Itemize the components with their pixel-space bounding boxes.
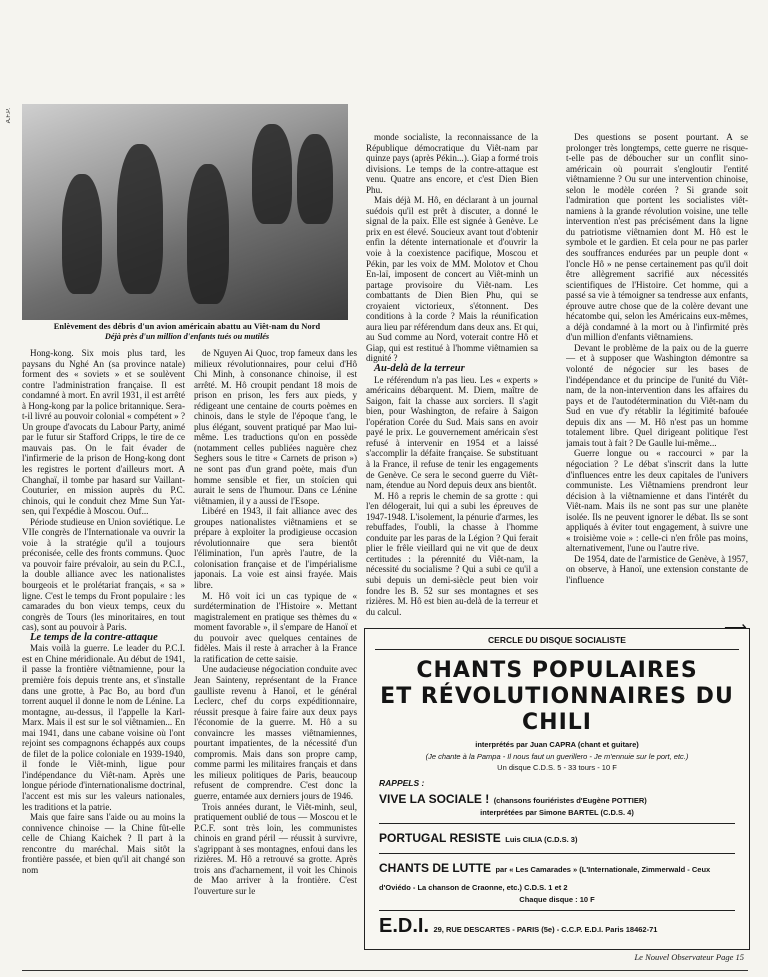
ad-lutte-note: par « Les Camarades » (L'Internationale, Zimmerwald - Ceux d'Oviédo - La chanson de Craonne, etc.) C.D.S. 1 et 2 xyxy=(379,865,711,892)
paragraph: Guerre longue ou « raccourci » par la négociation ? Le débat s'inscrit dans la lutte d'influences entre les deux capitales de l'univers communiste. Les Viêtnamiens prendront leur décision à la viêtnamienne et dans l'intérêt du Viêt-nam. Mais ils ne sont pas sur une planète isolée. Ils ne peuvent ignorer le débat. Ils se sont appliqués à éviter tout engagement, à suivre une « troisième voie » : celle-ci n'en frôle pas moins, alternativement, l'une ou l'autre rive. xyxy=(566,448,748,554)
column-1 xyxy=(22,348,185,948)
page-footer: Le Nouvel Observateur Page 15 xyxy=(634,952,744,962)
ad-vive-interp: interprétées par Simone BARTEL (C.D.S. 4) xyxy=(480,808,634,817)
photo-figure xyxy=(62,174,102,294)
ad-interpreter: interprétés par Juan CAPRA (chant et guitare) xyxy=(475,740,639,749)
ad-rappels: RAPPELS : xyxy=(379,778,425,788)
subheading: Le temps de la contre-attaque xyxy=(30,631,158,643)
ad-portugal-title: PORTUGAL RESISTE xyxy=(379,831,501,845)
ad-songs: (Je chante à la Pampa - Il nous faut un guerillero - Je m'ennuie sur le port, etc.) xyxy=(425,752,689,761)
paragraph: monde socialiste, la reconnaissance de la République démocratique du Viêt-nam par quinze pays (après Pékin...). Giap a formé trois divisions. Le temps de la contre-attaque est venu. Quatre ans encore, et c'est Dien Bien Phu. xyxy=(366,132,538,195)
column-4 xyxy=(566,132,748,616)
photo-figure xyxy=(297,134,333,224)
ad-lutte-price: Chaque disque : 10 F xyxy=(519,895,595,904)
paragraph: Trois années durant, le Viêt-minh, seul, pratiquement oublié de tous — Moscou et le P.C.F. sont très loin, les communistes chinois en grand péril — réussit à survivre, s'agrippant à ses montagnes, enfoui dans les rizières. M. Hô a retrouvé sa grotte. Après trois ans d'acharnement, il voit les Chinois de Mao arriver à la frontière. C'est l'ouverture sur le xyxy=(194,801,357,896)
paragraph: Période studieuse en Union soviétique. Le VIIe congrès de l'Internationale va ouvrir la voie à la stratégie qu'il a toujours préconisée, celle des fronts communs. Quoc va pouvoir faire prévaloir, au sein du P.C.I., la double alliance avec les nationalistes bourgeois et le prolétariat français, « sa » ligne. C'est le temps du Front populaire : les camarades du bon vieux temps, ceux du congrès de Tours (les minoritaires, en tout cas), sont au pouvoir à Paris. xyxy=(22,516,185,633)
paragraph: Libéré en 1943, il fait alliance avec des groupes nationalistes viêtnamiens et se prépare à exploiter la prodigieuse occasion révolutionnaire que sera bientôt l'élimination, l'un après l'autre, de la colonisation française et de l'impérialisme japonais. La voie est ainsi frayée. Mais libre. xyxy=(194,506,357,591)
paragraph: Mais voilà la guerre. Le leader du P.C.I. est en Chine méridionale. Au début de 1941, il passe la frontière viêtnamienne, pour la première fois depuis trente ans, et s'installe dans une grotte, à Pac Bo, au bord d'un torrent auquel il donne le nom de Lénine. La montagne, au-dessus, il l'appelle la Karl-Marx. Mais il est sur le sol viêtnamien... En mai 1941, dans une cabane voisine où l'ont rejoint ses compagnons échappés aux coups de filet de la police coloniale en 1939-1940, il fonde le Viêt-minh, ligue pour l'indépendance du Viêt-nam. Après une longue période d'internationalisme doctrinal, l'accent est mis sur les valeurs nationales, les traditions et la patrie. xyxy=(22,643,185,812)
photo xyxy=(22,104,348,320)
ad-vive-title: VIVE LA SOCIALE ! xyxy=(379,792,490,806)
ad-title-line2: ET RÉVOLUTIONNAIRES DU CHILI xyxy=(380,684,734,735)
footer-rule xyxy=(22,970,748,971)
photo-figure xyxy=(187,164,229,304)
caption-subtitle: Déjà près d'un million d'enfants tués ou mutilés xyxy=(104,332,270,341)
ad-vive-note: (chansons fouriéristes d'Eugène POTTIER) xyxy=(493,796,647,805)
paragraph: De 1954, date de l'armistice de Genève, à 1957, on observe, à Hanoï, une extension constante de l'influence xyxy=(566,553,748,585)
paragraph: Le référendum n'a pas lieu. Les « experts » américains débarquent. M. Diem, maître de Saigon, fait la chasse aux sorciers. Il s'agit bien, pour Washington, de refaire à Saigon l'opération Corée du Sud. Mais sans en avoir payé le prix. Le gouvernement américain s'est refusé à intervenir en 1954 et a laissé s'accomplir la défaite française. Se substituant à la France, il refuse de tenir les engagements de Genève. Ce sera le second guerre du Viêt-nam, étendue au Nord depuis deux ans bientôt. xyxy=(366,374,538,491)
paragraph: Mais que faire sans l'aide ou au moins la connivence chinoise — la Chine fût-elle celle de Chiang Kaichek ? Il part à la rencontre du maréchal. Mais sitôt la frontière passée, et bien qu'il ait changé son nom xyxy=(22,812,185,875)
paragraph: Devant le problème de la paix ou de la guerre — et à supposer que Washington démontre sa volonté de négocier sur les bases de l'indépendance et du principe de l'unité du Viêt-nam, de la non-intervention dans les affaires du pays et de l'autodétermination du Viêt-nam du Sud en vue d'y rétablir la légitimité bafouée depuis dix ans — M. Hô n'est pas un homme totalement libre. Quel dirigeant politique l'est jamais tout à fait ? De Gaulle lui-même... xyxy=(566,342,748,448)
ad-edi-address: 29, RUE DESCARTES - PARIS (5e) - C.C.P. E.D.I. Paris 18462-71 xyxy=(433,925,658,934)
paragraph: de Nguyen Ai Quoc, trop fameux dans les milieux révolutionnaires, pour celui d'Hô Chi Minh, à consonance chinoise, il est arrêté. M. Hô croupit pendant 18 mois de prison en prison, les fers aux pieds, y rédigeant une centaine de courts poèmes en chinois, dans le style de l'époque t'ang, le plus élégant, souvent pratiqué par Mao lui-même. Les traductions qu'on en possède (notamment celles publiées naguère chez Seghers sous le titre « Carnets de prison ») ne sont pas d'un grand poète, mais d'un homme sensible et fier, un stoïcien qui aurait le sens de l'humour. Dans ce Lénine viêtnamien, il y a aussi de l'Esope. xyxy=(194,348,357,506)
paragraph: Une audacieuse négociation conduite avec Jean Sainteny, représentant de la France gaulliste revenu à Hanoï, et le général Leclerc, chef du corps expéditionnaire, réussit presque à faire faire aux deux pays l'économie de la guerre. M. Hô a su convaincre les masses viêtnamiennes, pourtant impatientes, de la nécessité d'un compromis. Mais dans son propre camp, comme parmi les militaires français et dans les milieux politiques de Paris, beaucoup refusent de comprendre. C'est donc la guerre, entamée aux derniers jours de 1946. xyxy=(194,664,357,801)
subheading: Au-delà de la terreur xyxy=(374,363,465,375)
photo-figure xyxy=(117,144,163,294)
paragraph: M. Hô voit ici un cas typique de « surdétermination de l'Histoire ». Mettant magistralement en pratique ses thèmes du « moment favorable », il s'empare de Hanoï et du pouvoir avec quelques centaines de fidèles. Mais il reste à arracher à la France la ratification de cette saisie. xyxy=(194,590,357,664)
ad-edi-logo: E.D.I. xyxy=(379,915,430,937)
ad-title-line1: CHANTS POPULAIRES xyxy=(416,658,698,683)
ad-cercle: CERCLE DU DISQUE SOCIALISTE xyxy=(375,629,739,650)
ad-price: Un disque C.D.S. 5 - 33 tours - 10 F xyxy=(497,763,617,772)
caption-title: Enlèvement des débris d'un avion américain abattu au Viêt-nam du Nord xyxy=(53,322,321,331)
photo-credit: A.F.P. xyxy=(6,108,12,124)
photo-caption xyxy=(24,322,350,342)
column-2 xyxy=(194,348,357,948)
ad-portugal-note: Luis CILIA (C.D.S. 3) xyxy=(505,835,578,844)
paragraph: Des questions se posent pourtant. A se prolonger très longtemps, cette guerre ne risque-t-elle pas de déboucher sur un conflit sino-américain où pourrait s'engloutir l'entité viêtnamienne ? Ou sur une intervention chinoise, selon le modèle coréen ? Si grande soit l'admiration que portent les socialistes viêt-namiens à la grande révolution voisine, une telle intervention n'est pas précisément dans la ligne du patriotisme viêtnamien dont M. Hô est le symbole et le gardien. Et cela pour ne pas parler des souffrances endurées par un peuple dont « l'oncle Hô » ne pense certainement pas qu'il doit être allègrement sacrifié aux nécessités scientifiques de l'Histoire. Cet homme, qui a passé sa vie à témoigner sa tendresse aux enfants, éprouve autre chose que de la colère devant une hécatombe qui, selon les Américains eux-mêmes, a déjà condamné à la mort ou à l'infirmité près d'un million d'enfants viêtnamiens. xyxy=(566,132,748,343)
paragraph: Hong-kong. Six mois plus tard, les paysans du Nghé An (sa province natale) forment des « soviets » et se soulèvent contre l'administration française. Il est condamné à mort. En avril 1931, il est arrêté à Hong-kong par la police britannique. Sera-t-il livré au pouvoir colonial « compétent » ? Un groupe d'avocats du Labour Party, animé par le futur sir Stafford Cripps, le tire de ce mauvais pas. On le fait évader de l'infirmerie de la prison de Hong-kong dont les registres le portent d'ailleurs mort. A Changhaï, il tombe par hasard sur Vaillant-Couturier, en mission auprès du P.C. chinois, qui le conduit chez Mme Sun Yat-sen, qui l'expédie à Moscou. Ouf... xyxy=(22,348,185,517)
photo-figure xyxy=(252,124,292,224)
advertisement xyxy=(364,628,750,950)
paragraph: Mais déjà M. Hô, en déclarant à un journal suédois qu'il est prêt à discuter, a donné le signal de la paix. Elle est signée à Genève. Le prix en est élevé. Soucieux avant tout d'obtenir enfin la détente internationale et d'ouvrir la voie à la coexistence pacifique, Moscou et Pékin, par les voix de MM. Molotov et Chou En-laï, imposent de concert au Viêt-minh un partage provisoire du Viêt-nam. Les combattants de Dien Bien Phu, qui se croyaient victorieux, s'étonnent. Des conditions à la corde ? Mais la réunification aura lieu par référendum dans deux ans. Et qui, au Sud comme au Nord, voterait contre Hô et Giap, qui est restitué à l'homme viêtnamien sa dignité ? xyxy=(366,195,538,364)
ad-lutte-title: CHANTS DE LUTTE xyxy=(379,861,491,875)
column-3 xyxy=(366,132,538,618)
paragraph: M. Hô a repris le chemin de sa grotte : qui l'en délogerait, lui qui a subi les épreuves de 1947-1948. L'isolement, la pénurie d'armes, les rebuffades, l'oubli, la chasse à l'homme conduite par les paras de la Légion ? Qui ferait plier le frêle vieillard qui ne vit que de deux certitudes : la pérennité du Viêt-nam, la nécessité du socialisme ? Qui a subi ce qu'il a subi depuis un demi-siècle peut bien voir fondre les B. 52 sur ses montagnes et ses rizières. M. Hô est bien au-delà de la terreur et du calcul. xyxy=(366,490,538,617)
